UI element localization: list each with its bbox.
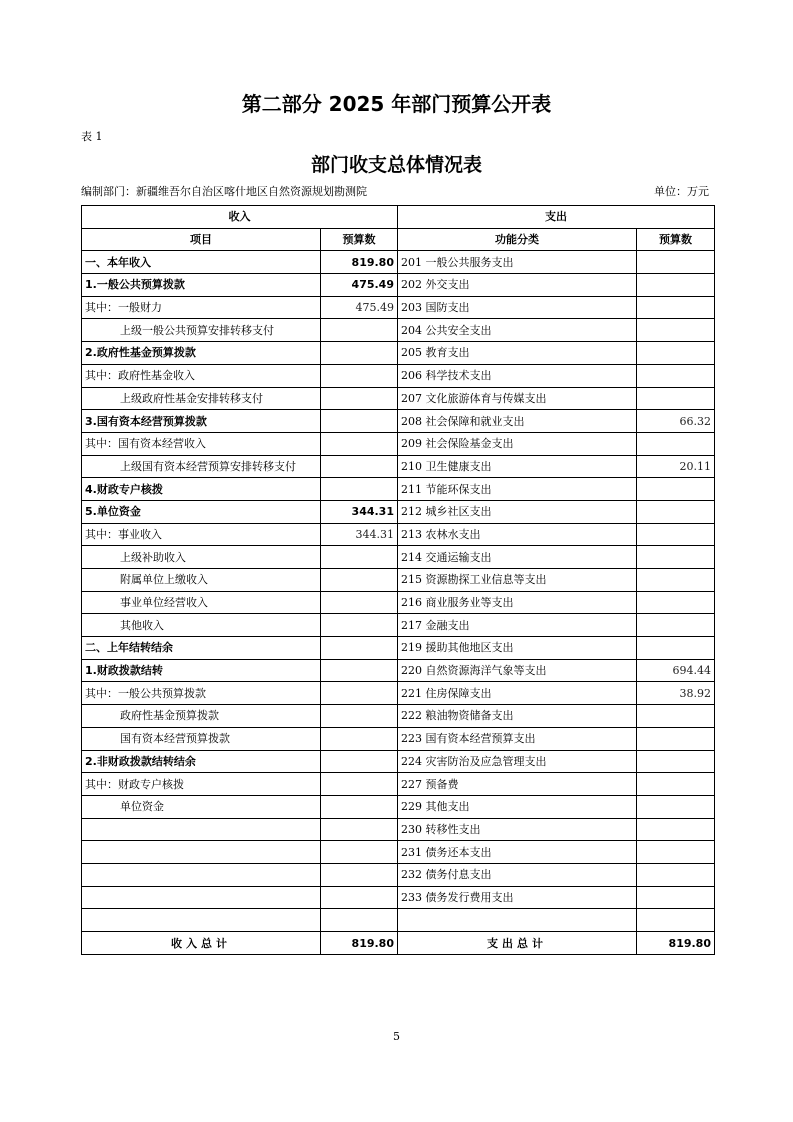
table-row xyxy=(82,319,715,342)
expense-value-cell xyxy=(637,637,715,660)
income-value-cell xyxy=(321,705,398,728)
expense-value-cell xyxy=(637,569,715,592)
table-row xyxy=(82,863,715,886)
expense-value-cell xyxy=(637,387,715,410)
income-value-cell xyxy=(321,478,398,501)
table-group-header xyxy=(82,206,715,229)
income-item-cell: 上级国有资本经营预算安排转移支付 xyxy=(82,455,321,478)
income-value-cell xyxy=(321,455,398,478)
table-row xyxy=(82,591,715,614)
income-item-cell: 其他收入 xyxy=(82,614,321,637)
income-item-cell: 其中：一般财力 xyxy=(82,296,321,319)
expense-value-cell xyxy=(637,296,715,319)
expense-value-cell xyxy=(637,795,715,818)
income-item-cell: 2.政府性基金预算拨款 xyxy=(82,342,321,365)
expense-value-cell xyxy=(637,478,715,501)
table-row xyxy=(82,251,715,274)
income-value-cell xyxy=(321,750,398,773)
income-item-cell: 3.国有资本经营预算拨款 xyxy=(82,410,321,433)
expense-item-cell: 211 节能环保支出 xyxy=(398,478,637,501)
expense-item-cell: 221 住房保障支出 xyxy=(398,682,637,705)
expense-item-cell: 208 社会保障和就业支出 xyxy=(398,410,637,433)
income-item-cell: 2.非财政拨款结转结余 xyxy=(82,750,321,773)
income-value-cell xyxy=(321,818,398,841)
table-row xyxy=(82,750,715,773)
col-budget2-header: 预算数 xyxy=(637,228,715,251)
expense-item-cell: 231 债务还本支出 xyxy=(398,841,637,864)
table-row xyxy=(82,773,715,796)
expense-value-cell xyxy=(637,863,715,886)
expense-value-cell xyxy=(637,432,715,455)
income-value-cell xyxy=(321,319,398,342)
expense-value-cell: 694.44 xyxy=(637,659,715,682)
income-value-cell xyxy=(321,432,398,455)
expense-item-cell: 206 科学技术支出 xyxy=(398,364,637,387)
unit-label: 单位：万元 xyxy=(654,185,709,198)
table-row xyxy=(82,296,715,319)
income-value-cell: 819.80 xyxy=(321,251,398,274)
expense-item-cell: 220 自然资源海洋气象等支出 xyxy=(398,659,637,682)
expense-item-cell: 204 公共安全支出 xyxy=(398,319,637,342)
expense-value-cell: 20.11 xyxy=(637,455,715,478)
income-item-cell: 其中：政府性基金收入 xyxy=(82,364,321,387)
expense-item-cell: 212 城乡社区支出 xyxy=(398,500,637,523)
table-row xyxy=(82,523,715,546)
table-row xyxy=(82,274,715,297)
expense-value-cell xyxy=(637,886,715,909)
table-row xyxy=(82,387,715,410)
income-value-cell: 344.31 xyxy=(321,523,398,546)
col-item-header: 项目 xyxy=(82,228,321,251)
budget-table xyxy=(81,205,715,955)
table-row xyxy=(82,342,715,365)
income-value-cell: 344.31 xyxy=(321,500,398,523)
income-item-cell: 其中：国有资本经营收入 xyxy=(82,432,321,455)
expense-value-cell xyxy=(637,818,715,841)
expense-value-cell xyxy=(637,364,715,387)
income-item-cell: 上级政府性基金安排转移支付 xyxy=(82,387,321,410)
table-row xyxy=(82,478,715,501)
table-row xyxy=(82,569,715,592)
income-item-cell: 二、上年结转结余 xyxy=(82,637,321,660)
income-value-cell xyxy=(321,659,398,682)
income-item-cell: 其中：一般公共预算拨款 xyxy=(82,682,321,705)
income-item-cell xyxy=(82,841,321,864)
expense-item-cell: 205 教育支出 xyxy=(398,342,637,365)
expense-item-cell: 219 援助其他地区支出 xyxy=(398,637,637,660)
income-item-cell xyxy=(82,863,321,886)
income-item-cell: 4.财政专户核拨 xyxy=(82,478,321,501)
expense-item-cell: 224 灾害防治及应急管理支出 xyxy=(398,750,637,773)
income-value-cell xyxy=(321,342,398,365)
income-item-cell: 上级一般公共预算安排转移支付 xyxy=(82,319,321,342)
expense-value-cell xyxy=(637,251,715,274)
expense-value-cell xyxy=(637,500,715,523)
expense-value-cell xyxy=(637,523,715,546)
table-row xyxy=(82,432,715,455)
table-column-header xyxy=(82,228,715,251)
expense-item-cell: 203 国防支出 xyxy=(398,296,637,319)
expense-item-cell: 232 债务付息支出 xyxy=(398,863,637,886)
table-row xyxy=(82,909,715,932)
expense-value-cell xyxy=(637,727,715,750)
expense-value-cell: 66.32 xyxy=(637,410,715,433)
table-row xyxy=(82,841,715,864)
table-row xyxy=(82,795,715,818)
table-row xyxy=(82,500,715,523)
expense-item-cell: 202 外交支出 xyxy=(398,274,637,297)
table-title: 部门收支总体情况表 xyxy=(310,154,482,176)
income-value-cell xyxy=(321,841,398,864)
col-function-header: 功能分类 xyxy=(398,228,637,251)
income-item-cell: 其中：事业收入 xyxy=(82,523,321,546)
expense-value-cell xyxy=(637,773,715,796)
income-value-cell xyxy=(321,410,398,433)
income-value-cell xyxy=(321,682,398,705)
income-item-cell: 1.一般公共预算拨款 xyxy=(82,274,321,297)
expense-item-cell: 209 社会保险基金支出 xyxy=(398,432,637,455)
income-value-cell: 475.49 xyxy=(321,296,398,319)
income-value-cell xyxy=(321,569,398,592)
table-row xyxy=(82,682,715,705)
col-budget-header: 预算数 xyxy=(321,228,398,251)
expense-group-header: 支出 xyxy=(398,206,715,229)
table-row xyxy=(82,455,715,478)
table-body xyxy=(82,251,715,932)
table-row xyxy=(82,886,715,909)
table-row xyxy=(82,659,715,682)
total-expense-label: 支出总计 xyxy=(398,932,637,955)
expense-item-cell: 207 文化旅游体育与传媒支出 xyxy=(398,387,637,410)
income-value-cell xyxy=(321,795,398,818)
expense-item-cell: 223 国有资本经营预算支出 xyxy=(398,727,637,750)
expense-value-cell xyxy=(637,274,715,297)
total-income-label: 收入总计 xyxy=(82,932,321,955)
expense-value-cell xyxy=(637,591,715,614)
total-income-value: 819.80 xyxy=(321,932,398,955)
table-row xyxy=(82,637,715,660)
table-row xyxy=(82,364,715,387)
income-item-cell: 附属单位上缴收入 xyxy=(82,569,321,592)
income-item-cell: 单位资金 xyxy=(82,795,321,818)
income-value-cell xyxy=(321,591,398,614)
income-value-cell xyxy=(321,863,398,886)
expense-item-cell: 229 其他支出 xyxy=(398,795,637,818)
expense-item-cell: 215 资源勘探工业信息等支出 xyxy=(398,569,637,592)
expense-value-cell xyxy=(637,705,715,728)
expense-item-cell: 216 商业服务业等支出 xyxy=(398,591,637,614)
income-item-cell: 5.单位资金 xyxy=(82,500,321,523)
income-value-cell xyxy=(321,773,398,796)
income-value-cell xyxy=(321,364,398,387)
income-item-cell: 一、本年收入 xyxy=(82,251,321,274)
page-number: 5 xyxy=(393,1030,400,1043)
expense-item-cell: 230 转移性支出 xyxy=(398,818,637,841)
total-expense-value: 819.80 xyxy=(637,932,715,955)
table-row xyxy=(82,705,715,728)
expense-item-cell: 201 一般公共服务支出 xyxy=(398,251,637,274)
table-row xyxy=(82,818,715,841)
income-value-cell xyxy=(321,387,398,410)
expense-item-cell: 214 交通运输支出 xyxy=(398,546,637,569)
expense-value-cell xyxy=(637,909,715,932)
expense-value-cell xyxy=(637,546,715,569)
expense-item-cell: 222 粮油物资储备支出 xyxy=(398,705,637,728)
income-value-cell xyxy=(321,546,398,569)
table-row xyxy=(82,727,715,750)
income-item-cell xyxy=(82,818,321,841)
income-item-cell: 政府性基金预算拨款 xyxy=(82,705,321,728)
expense-item-cell: 217 金融支出 xyxy=(398,614,637,637)
expense-item-cell xyxy=(398,909,637,932)
income-value-cell xyxy=(321,727,398,750)
income-item-cell: 上级补助收入 xyxy=(82,546,321,569)
income-item-cell: 其中：财政专户核拨 xyxy=(82,773,321,796)
expense-value-cell xyxy=(637,319,715,342)
income-value-cell: 475.49 xyxy=(321,274,398,297)
table-number: 表 1 xyxy=(81,130,103,143)
part-title: 第二部分 2025 年部门预算公开表 xyxy=(241,92,552,116)
income-item-cell: 1.财政拨款结转 xyxy=(82,659,321,682)
income-value-cell xyxy=(321,909,398,932)
expense-item-cell: 210 卫生健康支出 xyxy=(398,455,637,478)
income-value-cell xyxy=(321,637,398,660)
income-item-cell: 国有资本经营预算拨款 xyxy=(82,727,321,750)
table-row xyxy=(82,410,715,433)
income-value-cell xyxy=(321,614,398,637)
expense-value-cell xyxy=(637,342,715,365)
total-row xyxy=(82,932,715,955)
income-group-header: 收入 xyxy=(82,206,398,229)
expense-value-cell xyxy=(637,750,715,773)
expense-value-cell xyxy=(637,614,715,637)
income-value-cell xyxy=(321,886,398,909)
expense-item-cell: 227 预备费 xyxy=(398,773,637,796)
expense-item-cell: 233 债务发行费用支出 xyxy=(398,886,637,909)
income-item-cell xyxy=(82,909,321,932)
table-row xyxy=(82,546,715,569)
income-item-cell: 事业单位经营收入 xyxy=(82,591,321,614)
table-row xyxy=(82,614,715,637)
expense-value-cell xyxy=(637,841,715,864)
income-item-cell xyxy=(82,886,321,909)
expense-item-cell: 213 农林水支出 xyxy=(398,523,637,546)
department-label: 编制部门：新疆维吾尔自治区喀什地区自然资源规划勘测院 xyxy=(81,185,367,198)
expense-value-cell: 38.92 xyxy=(637,682,715,705)
